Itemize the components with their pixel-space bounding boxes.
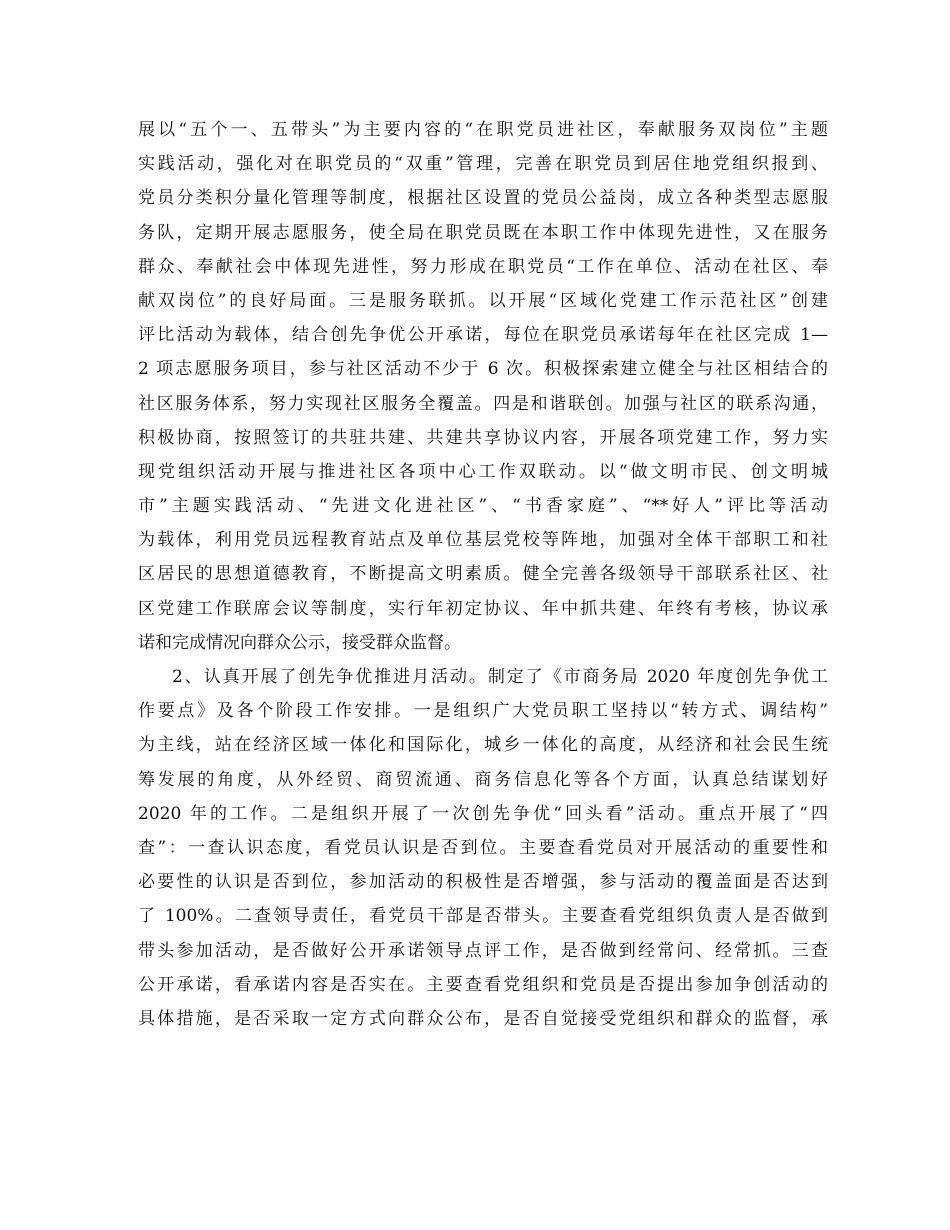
- paragraph-2: [138, 660, 828, 1036]
- paragraph-1-line: 党员分类积分量化管理等制度，根据社区设置的党员公益岗，成立各种类型志愿服: [138, 188, 828, 209]
- paragraph-1-line: 市”主题实践活动、“先进文化进社区”、“书香家庭”、“**好人”评比等活动: [138, 496, 828, 517]
- paragraph-1: [138, 113, 828, 660]
- paragraph-1-line: 实践活动，强化对在职党员的“双重”管理，完善在职党员到居住地党组织报到、: [138, 154, 828, 175]
- paragraph-2-line: 了 100%。二查领导责任，看党员干部是否带头。主要查看党组织负责人是否做到: [138, 906, 828, 927]
- paragraph-1-line: 评比活动为载体，结合创先争优公开承诺，每位在职党员承诺每年在社区完成 1—: [138, 325, 828, 346]
- paragraph-1-line: 诺和完成情况向群众公示，接受群众监督。: [138, 632, 461, 653]
- paragraph-1-line: 现党组织活动开展与推进社区各项中心工作双联动。以“做文明市民、创文明城: [138, 461, 828, 482]
- paragraph-1-line: 2 项志愿服务项目，参与社区活动不少于 6 次。积极探索建立健全与社区相结合的: [138, 359, 828, 380]
- paragraph-1-line: 为载体，利用党员远程教育站点及单位基层党校等阵地，加强对全体干部职工和社: [138, 530, 828, 551]
- paragraph-2-line: 必要性的认识是否到位，参加活动的积极性是否增强，参与活动的覆盖面是否达到: [138, 872, 828, 893]
- paragraph-1-line: 献双岗位”的良好局面。三是服务联抓。以开展“区域化党建工作示范社区”创建: [138, 290, 828, 311]
- paragraph-1-line: 区居民的思想道德教育，不断提高文明素质。健全完善各级领导干部联系社区、社: [138, 564, 828, 585]
- paragraph-1-line: 展以“五个一、五带头”为主要内容的“在职党员进社区，奉献服务双岗位”主题: [138, 120, 828, 140]
- paragraph-2-line: 具体措施，是否采取一定方式向群众公布，是否自觉接受党组织和群众的监督，承: [138, 1008, 828, 1029]
- paragraph-2-line: 为主线，站在经济区域一体化和国际化，城乡一体化的高度，从经济和社会民生统: [138, 735, 828, 756]
- paragraph-2-line: 2、认真开展了创先争优推进月活动。制定了《市商务局 2020 年度创先争优工: [172, 667, 828, 687]
- paragraph-2-line: 2020 年的工作。二是组织开展了一次创先争优“回头看”活动。重点开展了“四: [138, 803, 828, 824]
- paragraph-1-line: 务队，定期开展志愿服务，使全局在职党员既在本职工作中体现先进性，又在服务: [138, 222, 828, 243]
- paragraph-2-line: 查”：一查认识态度，看党员认识是否到位。主要查看党员对开展活动的重要性和: [138, 837, 828, 858]
- paragraph-2-line: 作要点》及各个阶段工作安排。一是组织广大党员职工坚持以“转方式、调结构”: [138, 701, 828, 722]
- paragraph-1-line: 社区服务体系，努力实现社区服务全覆盖。四是和谐联创。加强与社区的联系沟通，: [138, 393, 828, 414]
- paragraph-1-line: 区党建工作联席会议等制度，实行年初定协议、年中抓共建、年终有考核，协议承: [138, 598, 828, 619]
- document-body: [138, 113, 828, 1036]
- paragraph-1-line: 群众、奉献社会中体现先进性，努力形成在职党员“工作在单位、活动在社区、奉: [138, 256, 828, 277]
- paragraph-2-line: 带头参加活动，是否做好公开承诺领导点评工作，是否做到经常问、经常抓。三查: [138, 940, 828, 961]
- paragraph-1-line: 积极协商，按照签订的共驻共建、共建共享协议内容，开展各项党建工作，努力实: [138, 427, 828, 448]
- paragraph-2-line: 公开承诺，看承诺内容是否实在。主要查看党组织和党员是否提出参加争创活动的: [138, 974, 828, 995]
- paragraph-2-line: 筹发展的角度，从外经贸、商贸流通、商务信息化等各个方面，认真总结谋划好: [138, 769, 828, 790]
